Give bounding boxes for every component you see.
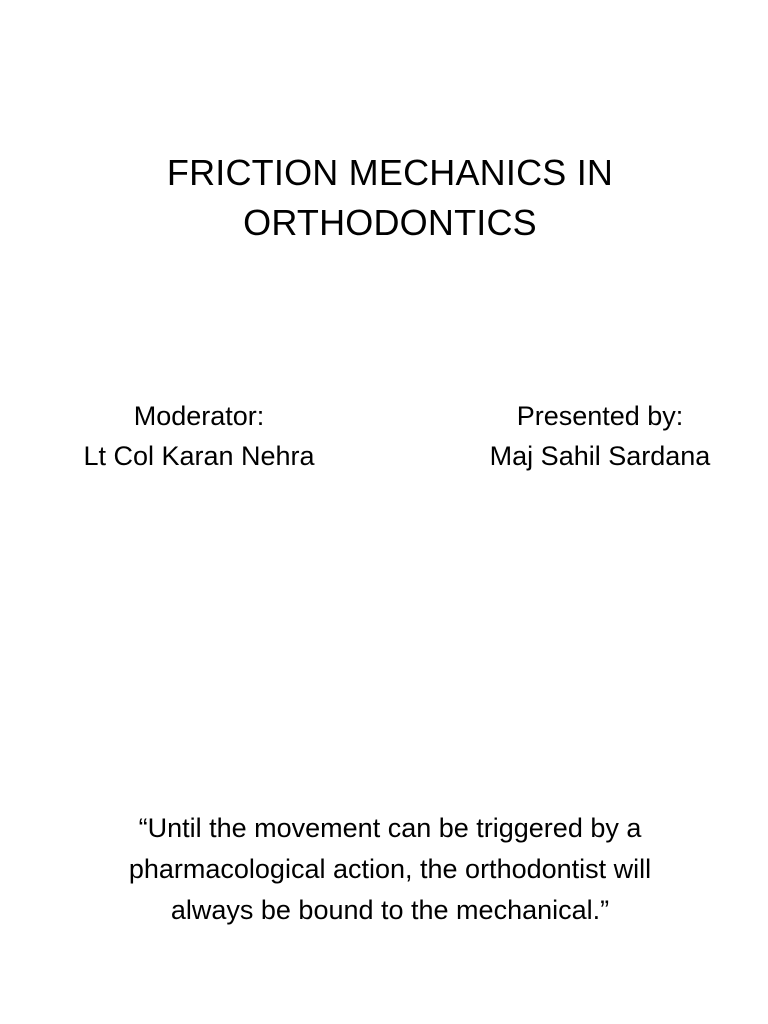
quote xyxy=(40,808,740,931)
moderator-block xyxy=(44,396,354,476)
quote-line-1: “Until the movement can be triggered by a xyxy=(138,813,642,843)
presenter-block xyxy=(450,396,750,476)
moderator-label: Moderator: xyxy=(133,401,265,431)
presenter-label: Presented by: xyxy=(516,401,684,431)
title-line-1: FRICTION MECHANICS IN xyxy=(166,152,614,193)
presenter-name: Maj Sahil Sardana xyxy=(489,441,711,471)
slide-title xyxy=(40,148,740,248)
quote-line-3: always be bound to the mechanical.” xyxy=(170,895,610,925)
quote-line-2: pharmacological action, the orthodontist will xyxy=(128,854,652,884)
title-line-2: ORTHODONTICS xyxy=(243,202,537,243)
moderator-name: Lt Col Karan Nehra xyxy=(83,441,315,471)
